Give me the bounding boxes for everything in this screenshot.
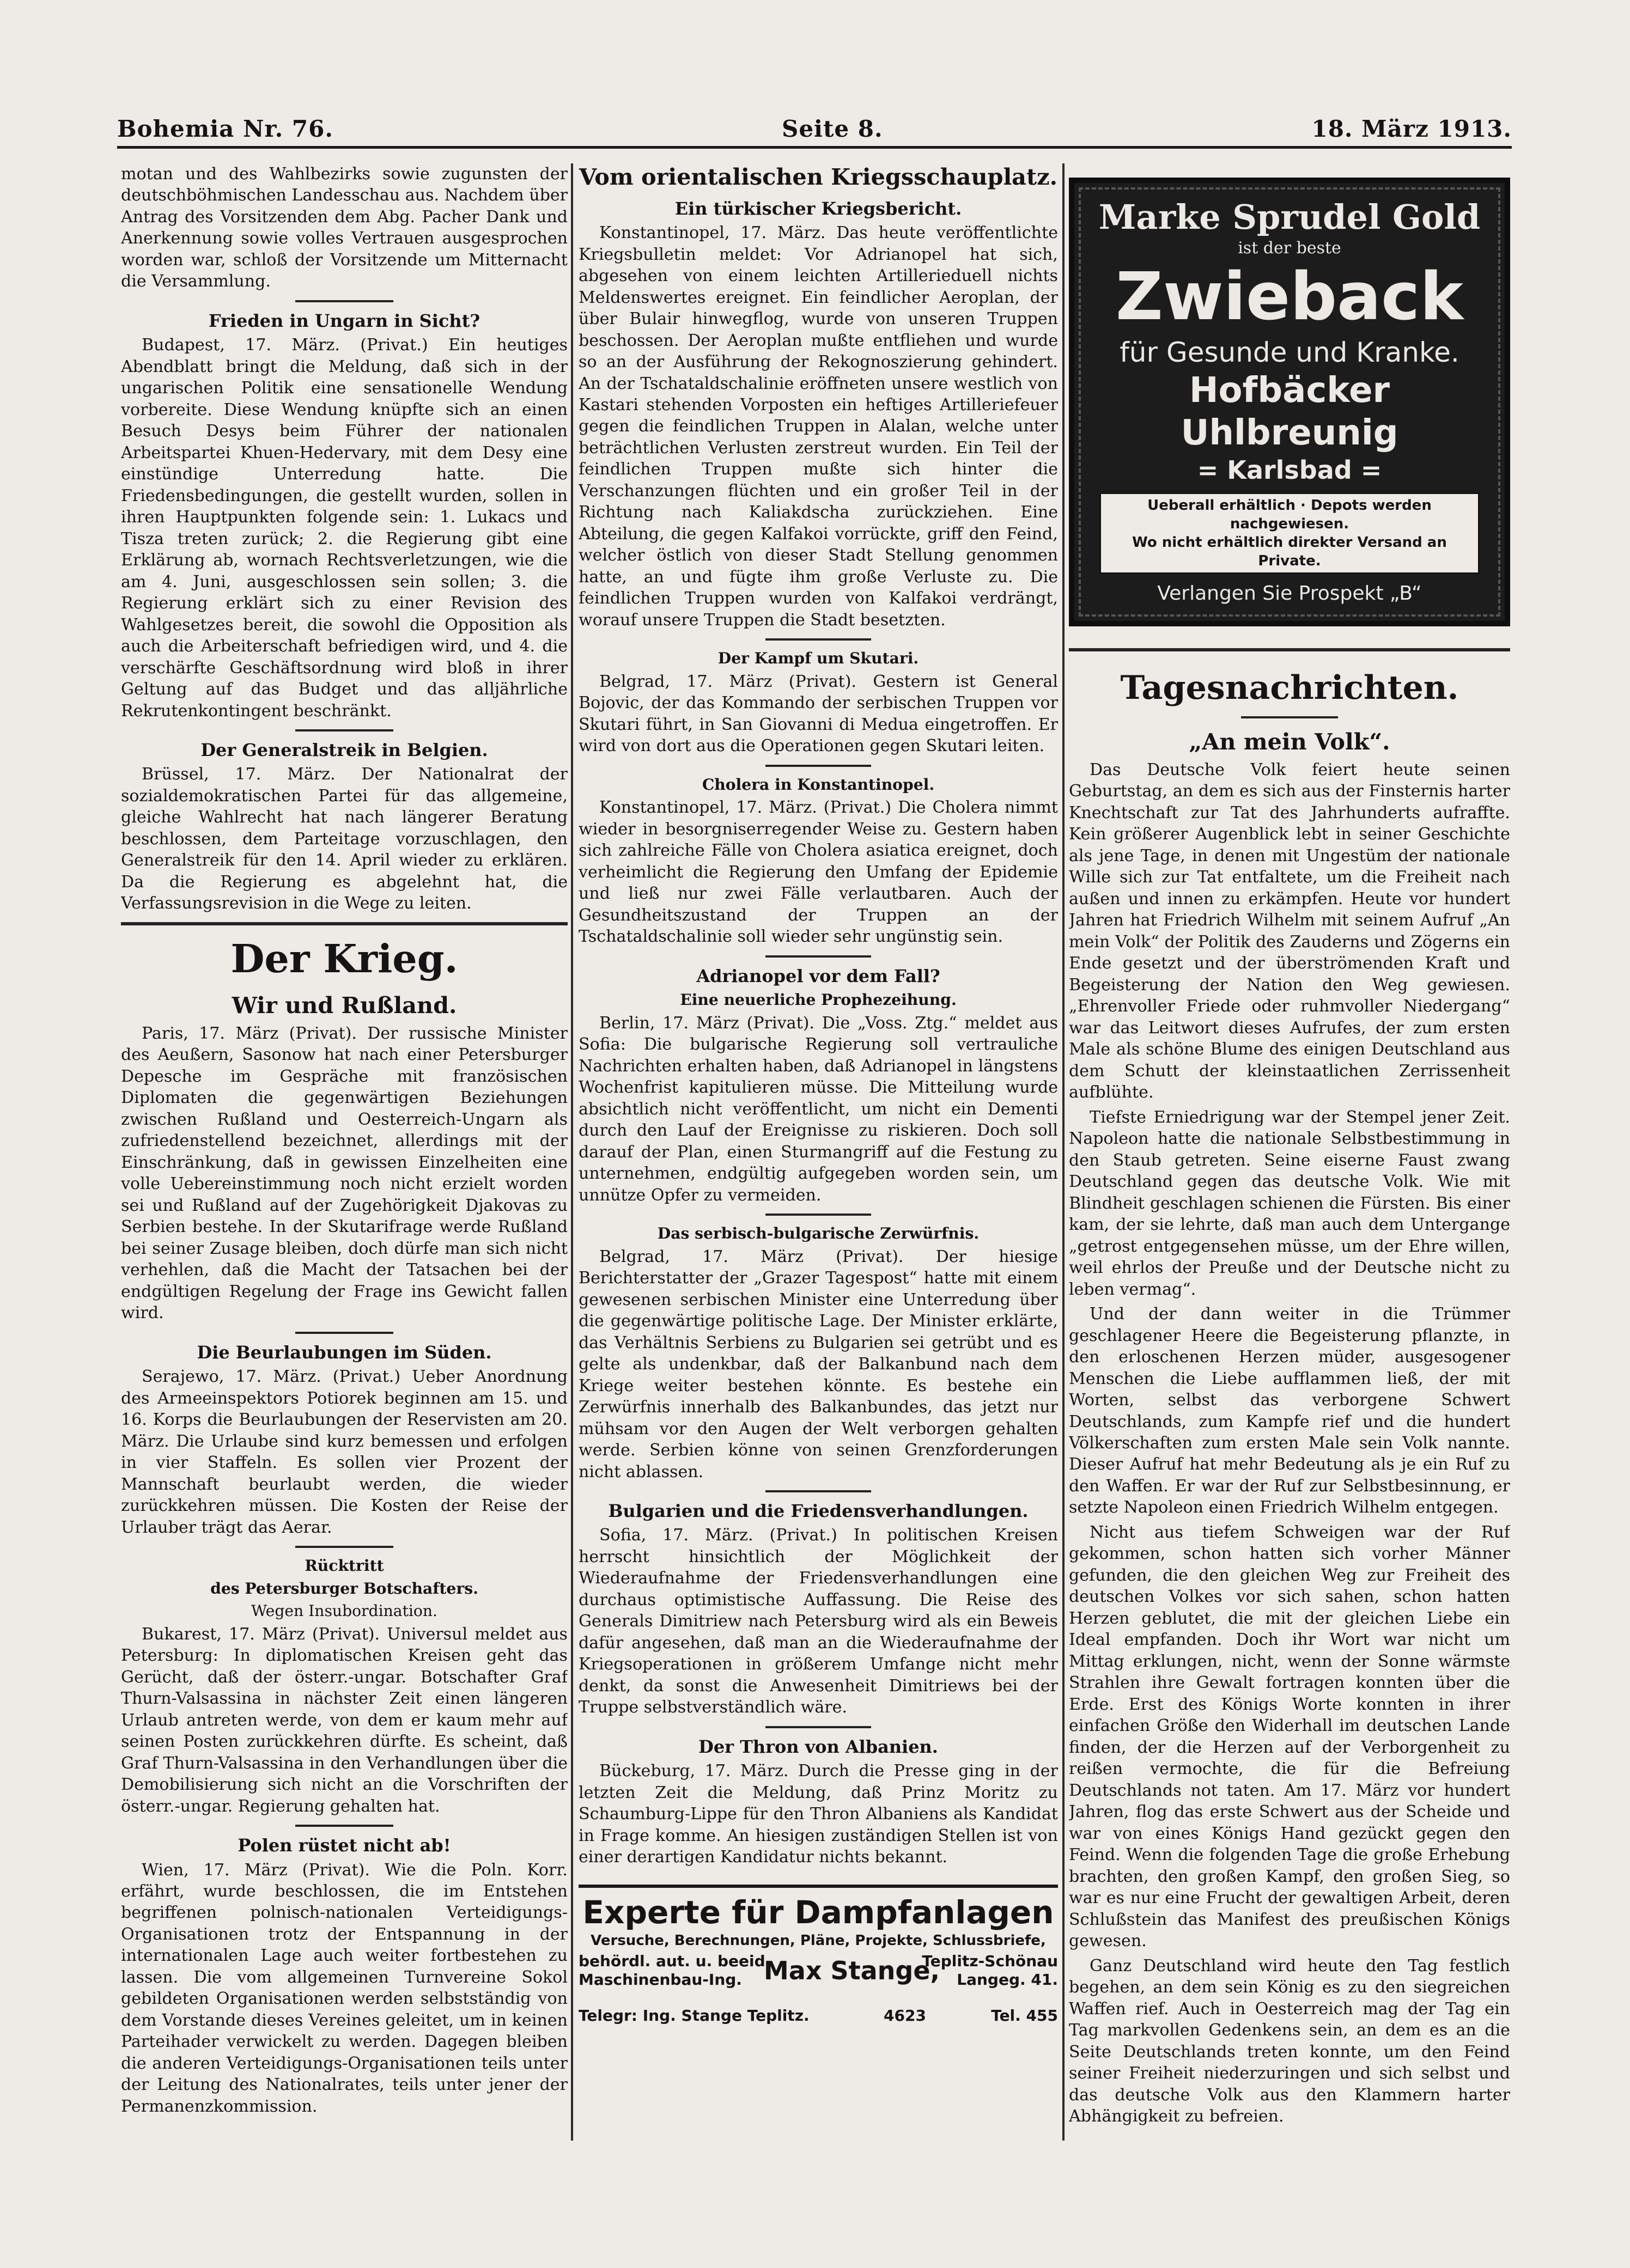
divider [765,1726,871,1728]
ad-services: Versuche, Berechnungen, Pläne, Projekte, Schlussbriefe, [591,1932,1046,1949]
headline-ruecktritt-2: des Petersburger Botschafters. [210,1579,478,1598]
ad-address-line: Teplitz-Schönau [922,1952,1058,1970]
ad-address [922,1952,1058,1989]
ad-city: = Karlsbad = [1197,455,1382,485]
article-ungarn: Budapest, 17. März. (Privat.) Ein heutiges Abendblatt bringt die Meldung, daß sich in der ungarischen Politik eine sensationelle Wendung vorbereite. Diese Wendung knüpfte sich an einen Besuch Desys beim Führer der nationalen Arbeitspartei Khuen-Hedervary, mit dem Desy eine einstündige Unterredung hatte. Die Friedensbedingungen, die gestellt wurden, sollen in ihren Hauptpunkten folgende sein: 1. Lukacs und Tisza treten zurück; 2. die Regierung gibt eine Erklärung ab, wornach Rechtsverletzungen, wie die am 4. Juni, ausgeschlossen sein sollen; 3. die Regierung erklärt sich zu einer Revision des Wahlgesetzes bereit, die sowohl die Opposition als auch die Arbeiterschaft befriedigen wird, und 4. die verschärfte Geschäftsordnung wird bloß in ihrer Geltung auf das Budget und das alljährliche Rekrutenkontingent beschränkt. [121,336,568,721]
article-paragraph: Das Deutsche Volk feiert heute seinen Geburtstag, an dem es sich aus der Finsternis harter Knechtschaft zur Tat des Jahrhunderts aufraffte. Kein größerer Augenblick lebt in seiner Geschichte als jene Tage, in denen mit Ungestüm der nationale Wille sich zur Tat entfaltete, um die Freiheit nach außen und innen zu erkämpfen. Heute vor hundert Jahren hat Friedrich Wilhelm mit seinem Aufruf „An mein Volk“ der Politik des Zauderns und Zögerns ein Ende gesetzt und der überströmenden Kraft und Begeisterung der Nation den Weg gewiesen. „Ehrenvoller Friede oder ruhmvoller Niedergang“ war das Leitwort dieses Aufrufes, der zum ersten Male als schöne Blume des einigen Deutschland aus dem Schutt der kleinstaatlichen Zerrissenheit aufblühte. [1069,760,1510,1102]
ad-phone: Tel. 455 [991,2006,1058,2025]
headline-belgien: Der Generalstreik in Belgien. [200,739,488,760]
section-title-orient: Vom orientalischen Kriegsschauplatz. [579,163,1057,190]
ad-name: Max Stange, [764,1955,940,1985]
issue-date: 18. März 1913. [1311,115,1512,142]
ad-brand: Marke Sprudel Gold [1098,197,1481,237]
divider [295,300,393,302]
ad-target: für Gesunde und Kranke. [1120,337,1459,368]
ad-title: Experte für Dampfanlagen [582,1893,1054,1931]
divider [765,1214,871,1216]
article-belgien: Brüssel, 17. März. Der Nationalrat der sozialdemokratischen Partei für das allgemeine, gleiche Wahlrecht hat nach längerer Beratung beschlossen, dem Parteitage vorzuschlagen, den Generalstreik für den 14. April wieder zu erklären. Da die Regierung es abgelehnt hat, die Verfassungsrevision in die Wege zu leiten. [121,765,568,913]
ad-product: Zwieback [1115,259,1464,335]
column-divider-1 [571,163,573,2141]
divider [295,1332,393,1334]
headline-skutari: Der Kampf um Skutari. [717,649,919,668]
advertisement-zwieback [1069,178,1510,626]
article-polen: Wien, 17. März (Privat). Wie die Poln. Korr. erfährt, wurde beschlossen, die im Entstehen begriffenen polnisch-nationalen Verteidigungs-Organisationen trotz der Entspannung in der internationalen Lage auch weiter fortbestehen zu lassen. Die vom allgemeinen Turnvereine Sokol gebildeten Organisationen werden selbstständig von dem Vorstande dieses Vereines geleitet, um in keinen Parteihader verwickelt zu werden. Dagegen bleiben die anderen Verteidigungs-Organisationen teils unter der Leitung des Nationalrates, teils unter jener der Permanenzkommission. [121,1860,568,2116]
subheadline-ruecktritt: Wegen Insubordination. [251,1602,438,1620]
ad-availability-line: Ueberall erhältlich · Depots werden nachgewiesen. [1147,497,1432,532]
ad-tagline: ist der beste [1238,239,1341,258]
divider [1241,716,1338,718]
ad-telegram: Telegr: Ing. Stange Teplitz. [579,2006,810,2025]
divider [765,765,871,767]
article-bulgarien: Sofia, 17. März. (Privat.) In politischen Kreisen herrscht hinsichtlich der Möglichkeit der Wiederaufnahme der Friedensverhandlungen eine durchaus optimistische Auffassung. Die Reise des Generals Dimitriew nach Petersburg wird als ein Beweis dafür angesehen, daß man an die Wiederaufnahme der Kriegsoperationen in größerem Umfange nicht mehr denkt, da sonst die Anwesenheit Dimitriews bei der Truppe selbstverständlich wäre. [579,1526,1058,1717]
ad-credential-line: Maschinenbau-Ing. [579,1970,742,1989]
article-paragraph: Tiefste Erniedrigung war der Stempel jener Zeit. Napoleon hatte die nationale Selbstbestimmung in den Staub getreten. Seine eiserne Faust zwang Deutschland gegen das deutsche Volk. Wie mit Blindheit geschlagen schienen die Fürsten. Bis einer kam, der sie lehrte, daß man auch dem Untergange „getrost entgegensehen müsse, um der Ehre willen, weil ehrlos der Preuße und der Deutsche nicht zu leben vermag“. [1069,1107,1510,1299]
divider [765,955,871,958]
ad-code: 4623 [884,2006,926,2025]
article-paragraph: Ganz Deutschland wird heute den Tag festlich begehen, an dem sein König es zu den siegreichen Waffen rief. Auch in Oesterreich mag der Tag ein Tag markvollen Gedenkens sein, an dem es an die Seite Deutschlands treten konnte, um den Feind seiner Freiheit niederzuringen und sich selbst und das deutsche Volk aus den Klammern harter Abhängigkeit zu befreien. [1069,1956,1510,2126]
ad-availability-box [1099,492,1480,574]
section-title-tagesnachrichten: Tagesnachrichten. [1120,669,1459,707]
article-adrianopel: Berlin, 17. März (Privat). Die „Voss. Ztg.“ meldet aus Sofia: Die bulgarische Regierung soll vertrauliche Nachrichten erhalten haben, daß Adrianopel in längstens Wochenfrist kapitulieren müsse. Die Mitteilung wurde absichtlich nicht veröffentlicht, um nicht ein Dementi durch den Lauf der Ereignisse zu riskieren. Doch soll darauf der Plan, einen Sturmangriff auf die Festung zu unternehmen, endgültig aufgegeben worden sein, um unnütze Opfer zu vermeiden. [579,1013,1058,1205]
advertisement-dampfanlagen [579,1885,1058,2028]
article-zerwuerfnis: Belgrad, 17. März (Privat). Der hiesige Berichterstatter der „Grazer Tagespost“ hatte mit einem gewesenen serbischen Minister eine Unterredung über die gegenwärtige politische Lage. Der Minister erklärte, das Verhältnis Serbiens zu Bulgarien sei getrübt und es gelte als undenkbar, daß der Balkanbund nach dem Kriege weiter bestehen könnte. Es bestehe ein Zerwürfnis innerhalb des Balkanbundes, das jetzt nur mühsam vor den Augen der Welt verborgen gehalten werde. Serbien könne von seinen Grenzforderungen nicht ablassen. [579,1247,1058,1481]
headline-beurlaubungen: Die Beurlaubungen im Süden. [197,1342,492,1363]
page-number: Seite 8. [782,115,883,142]
ad-address-line: Langeg. 41. [957,1970,1058,1989]
headline-polen: Polen rüstet nicht ab! [238,1835,451,1856]
article-kriegsbericht: Konstantinopel, 17. März. Das heute veröffentlichte Kriegsbulletin meldet: Vor Adrianopel hat sich, abgesehen von einem leichten Artillerieduell nichts Meldenswertes ereignet. Ein feindlicher Aeroplan, der über Bulair hinwegflog, wurde von unseren Truppen beschossen. Der Aeroplan mußte entfliehen und wurde so an der Ausführung der Rekognoszierung gehindert. An der Tschataldschalinie eröffneten unsere westlich von Kastari stehenden Vorposten ein heftiges Artilleriefeuer gegen die feindlichen Truppen in Alalan, welche unter beträchtlichen Verlusten zerstreut wurden. Ein Teil der feindlichen Truppen mußte sich hinter die Verschanzungen flüchten und ein großer Teil in der Richtung nach Kaliakdscha zurückziehen. Eine Abteilung, die gegen Kalfakoi vorrückte, griff den Feind, welcher östlich von dieser Stadt Stellung genommen hatte, an und fügte ihm große Verluste zu. Die feindlichen Truppen wurden von Kalfakoi verdrängt, worauf unsere Truppen die Stadt besetzten. [579,223,1058,630]
headline-kriegsbericht: Ein türkischer Kriegsbericht. [674,198,962,219]
article-paragraph: Nicht aus tiefem Schweigen war der Ruf gekommen, schon hatten sich vorher Männer gefunden, die den gleichen Weg zur Freiheit des deutschen Volkes vor sich sahen, schon hatten Herzen geblutet, die mit der gleichen Liebe ein Ideal empfanden. Doch ihr Wort war nicht um Mittag erklungen, nicht, wenn der Sonne wärmste Strahlen ihre Gewalt fortragen konnten über die Erde. Erst des Königs Worte konnten in ihrer einfachen Größe den Widerhall im deutschen Lande finden, der die Herzen auf der Verborgenheit zu reißen vermochte, die für die Befreiung Deutschlands not taten. Am 17. März vor hundert Jahren, flog das erste Schwert aus der Scheide und war von eines Königs Hand gezückt gegen den Feind. Wenn die folgenden Tage die große Erhebung brachten, den großen Kampf, den großen Sieg, so war es nur eine Frucht der gewaltigen Arbeit, deren Schlußstein das Manifest des preußischen Königs gewesen. [1069,1522,1510,1951]
divider [295,729,393,731]
column-middle [579,163,1058,2141]
article-beurlaubungen: Serajewo, 17. März. (Privat.) Ueber Anordnung des Armeeinspektors Potiorek beginnen am 15. und 16. Korps die Beurlaubungen der Reservisten am 20. März. Die Urlaube sind kurz bemessen und erfolgen in vier Staffeln. Es sollen vier Prozent der Mannschaft beurlaubt werden, die wieder zurückkehren müssen. Die Kosten der Reise der Urlauber trägt das Aerar. [121,1367,568,1537]
headline-zerwuerfnis: Das serbisch-bulgarische Zerwürfnis. [657,1224,980,1243]
article-paragraph: Und der dann weiter in die Trümmer geschlagener Heere die Begeisterung pflanzte, in den erloschenen Herzen müder, ausgesogener Menschen die Liebe aufflammen ließ, der mit Worten, selbst das verborgene Schwert Deutschlands, zum Kampfe rief und die hundert Völkerschaften zum ersten Male sein Volk nannte. Dieser Aufruf hat mehr Bedeutung als je ein Ruf zu den Waffen. Er war der Ruf zur Selbstbesinnung, er setzte Napoleon einen Friedrich Wilhelm entgegen. [1069,1304,1510,1517]
ad-availability-line: Wo nicht erhältlich direkter Versand an Private. [1132,534,1447,569]
article-continuation: motan und des Wahlbezirks sowie zugunsten der deutschböhmischen Landesschau aus. Nachdem über Antrag des Vorsitzenden dem Abg. Pacher Dank und Anerkennung sowie volles Vertrauen ausgesprochen worden war, schloß der Vorsitzende um Mitternacht die Versammlung. [121,164,568,291]
headline-adrianopel: Adrianopel vor dem Fall? [696,965,940,986]
article-russland: Paris, 17. März (Privat). Der russische Minister des Aeußern, Sasonow hat nach einer Petersburger Depesche im Gespräche mit französischen Diplomaten die gegenwärtigen Beziehungen zwischen Rußland und Oesterreich-Ungarn als zufriedenstellend bezeichnet, allerdings mit der Einschränkung, daß in gewissen Einzelheiten eine volle Uebereinstimmung noch nicht erzielt worden sei und Rußland auf der Zugehörigkeit Djakovas zu Serbien bestehe. In der Skutarifrage werde Rußland bei seiner Zusage bleiben, doch dürfe man sich nicht verhehlen, daß die Macht der Tatsachen bei der endgültigen Regelung der Frage ins Gewicht fallen wird. [121,1023,568,1323]
divider [765,1490,871,1492]
article-skutari: Belgrad, 17. März (Privat). Gestern ist General Bojovic, der das Kommando der serbischen Truppen vor Skutari führt, in San Giovanni di Medua eingetroffen. Er wird von dort aus die Operationen gegen Skutari leiten. [579,672,1058,756]
headline-bulgarien: Bulgarien und die Friedensverhandlungen. [608,1501,1029,1522]
ad-contact-row [579,1952,1058,2007]
ad-credentials [579,1952,771,1989]
divider [295,1546,393,1548]
headline-cholera: Cholera in Konstantinopel. [702,775,935,794]
headline-an-mein-volk: „An mein Volk“. [1189,728,1390,755]
ad-maker: Hofbäcker Uhlbreunig [1181,370,1398,453]
ad-credential-line: behördl. aut. u. beeid. [579,1952,771,1970]
article-albanien: Bückeburg, 17. März. Durch die Presse ging in der letzten Zeit die Meldung, daß Prinz Moritz zu Schaumburg-Lippe für den Thron Albaniens als Kandidat in Frage komme. An hiesigen zuständigen Stellen ist von einer derartigen Kandidatur nichts bekannt. [579,1761,1058,1867]
page-header [117,115,1512,146]
divider [765,638,871,641]
header-rule [117,146,1512,149]
section-title-krieg: Der Krieg. [230,935,458,981]
subheadline-adrianopel: Eine neuerliche Prophezeihung. [680,991,957,1009]
article-ruecktritt: Bukarest, 17. März (Privat). Universul meldet aus Petersburg: In diplomatischen Kreisen geht das Gerücht, daß der österr.-ungar. Botschafter Graf Thurn-Valsassina in nächster Zeit einen längeren Urlaub antreten werde, von dem er kaum mehr auf seinen Posten zurückkehren dürfte. Es scheint, daß Graf Thurn-Valsassina in den Verhandlungen über die Demobilisierung sich nicht an die Vorschriften der österr.-ungar. Regierung gehalten hat. [121,1624,568,1816]
headline-ungarn: Frieden in Ungarn in Sicht? [208,310,481,331]
column-left [121,163,568,2141]
column-right [1069,163,1510,2141]
column-divider-2 [1062,163,1065,2141]
divider [295,1825,393,1827]
headline-albanien: Der Thron von Albanien. [698,1736,938,1757]
article-cholera: Konstantinopel, 17. März. (Privat.) Die Cholera nimmt wieder in besorgniserregender Weise zu. Gestern haben sich zahlreiche Fälle von Cholera asiatica ereignet, doch verheimlicht die Regierung den Umfang der Epidemie und ließ nur zwei Fälle verlautbaren. Auch der Gesundheitszustand der Truppen an der Tschataldschalinie soll wieder sehr ungünstig sein. [579,798,1058,947]
headline-ruecktritt-1: Rücktritt [305,1557,384,1575]
ad-footer [579,2007,1058,2028]
paper-name-issue: Bohemia Nr. 76. [117,115,333,142]
ad-prospect: Verlangen Sie Prospekt „B“ [1157,582,1422,605]
section-rule [1069,648,1510,651]
section-rule [121,922,568,925]
headline-russland: Wir und Rußland. [232,992,457,1019]
